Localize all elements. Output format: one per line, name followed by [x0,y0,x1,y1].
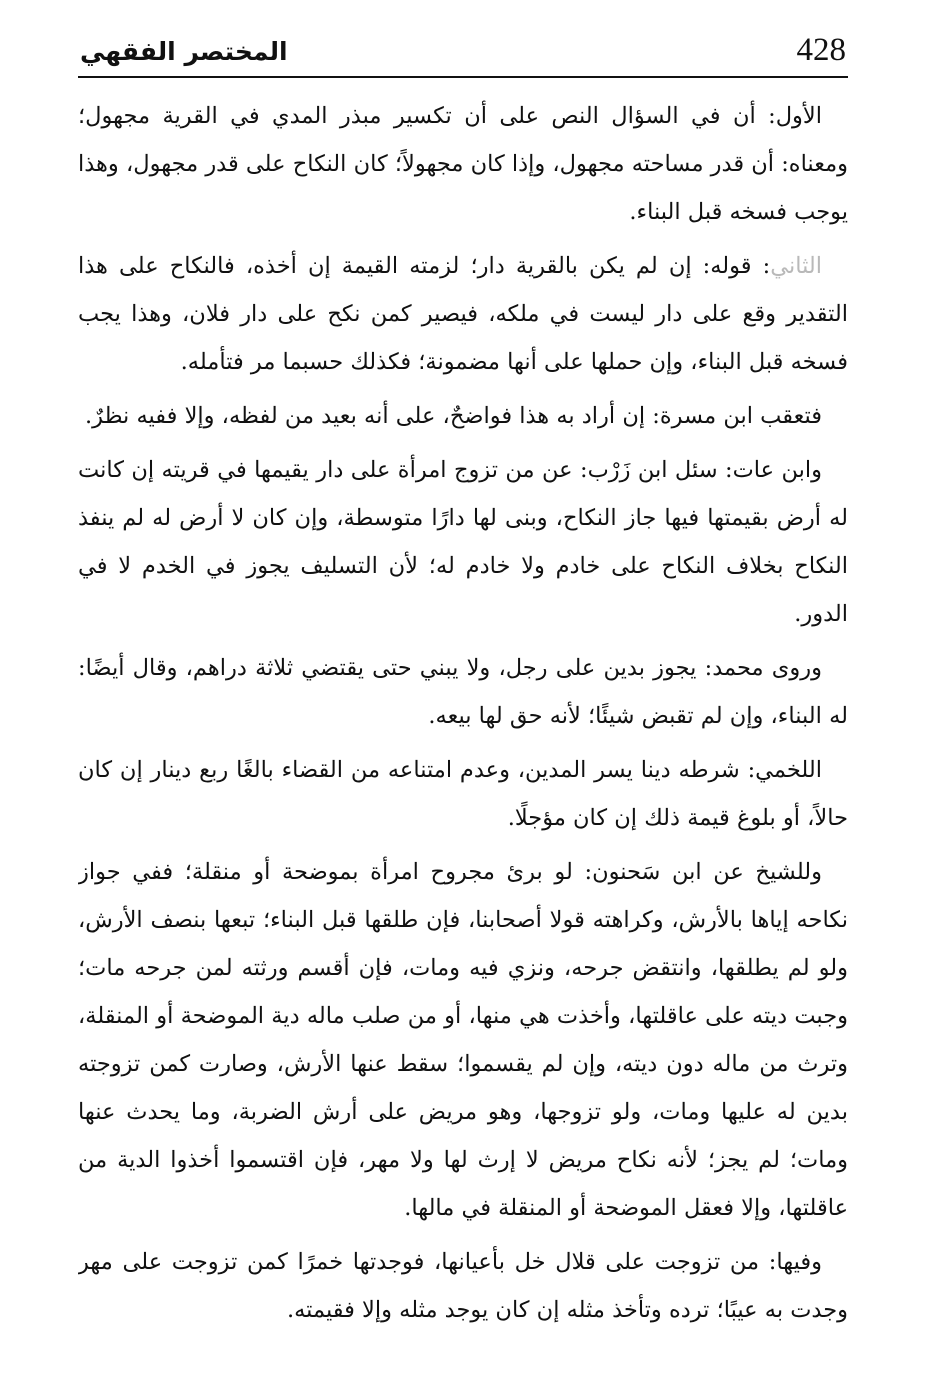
paragraph-text: اللخمي: شرطه دينا يسر المدين، وعدم امتناعه من القضاء بالغًا ربع دينار إن كان حالاً، أو بلوغ قيمة ذلك إن كان مؤجلًا. [78,757,848,831]
paragraph-text: وروى محمد: يجوز بدين على رجل، ولا يبني حتى يقتضي ثلاثة دراهم، وقال أيضًا: له البناء، وإن لم تقبض شيئًا؛ لأنه حق لها بيعه. [78,655,848,729]
paragraph-3 [78,392,848,440]
paragraph-8 [78,1238,848,1334]
paragraph-5 [78,644,848,740]
paragraph-6 [78,746,848,842]
paragraph-text: وابن عات: سئل ابن زَرْب: عن من تزوج امرأة على دار يقيمها في قريته إن كانت له أرض بقيمتها فيها جاز النكاح، وبنى لها دارًا متوسطة، وإن كان لا أرض له لم ينفذ النكاح بخلاف النكاح على خادم ولا خادم له؛ لأن التسليف يجوز في الخدم لا في الدور. [78,457,848,627]
book-page [78,28,848,1358]
paragraph-text: وفيها: من تزوجت على قلال خل بأعيانها، فوجدتها خمرًا كمن تزوجت على مهر وجدت به عيبًا؛ ترده وتأخذ مثله إن كان يوجد مثله وإلا فقيمته. [78,1249,848,1323]
paragraph-7 [78,848,848,1232]
paragraph-2 [78,242,848,386]
page-header [78,28,848,78]
paragraph-text: الأول: أن في السؤال النص على أن تكسير مبذر المدي في القرية مجهول؛ ومعناه: أن قدر مساحته مجهول، وإذا كان مجهولاً؛ كان النكاح على قدر مجهول، وهذا يوجب فسخه قبل البناء. [78,103,848,225]
running-title: المختصر الفقهي [80,37,288,66]
paragraph-lead: الثاني [770,253,822,279]
paragraph-text: : قوله: إن لم يكن بالقرية دار؛ لزمته القيمة إن أخذه، فالنكاح على هذا التقدير وقع على دار ليست في ملكه، فيصير كمن نكح على دار فلان، وهذا يجب فسخه قبل البناء، وإن حملها على أنها مضمونة؛ فكذلك حسبما مر فتأمله. [78,253,848,375]
paragraph-1 [78,92,848,236]
paragraph-4 [78,446,848,638]
paragraph-text: فتعقب ابن مسرة: إن أراد به هذا فواضحٌ، على أنه بعيد من لفظه، وإلا ففيه نظرٌ. [85,403,822,429]
page-number: 428 [796,32,846,68]
paragraph-text: وللشيخ عن ابن سَحنون: لو برئ مجروح امرأة بموضحة أو منقلة؛ ففي جواز نكاحه إياها بالأرش، وكراهته قولا أصحابنا، فإن طلقها قبل البناء؛ تبعها بنصف الأرش، ولو لم يطلقها، وانتقض جرحه، ونزي فيه ومات، فإن أقسم ورثته لمن جرحه مات؛ وجبت ديته على عاقلتها، وأخذت هي منها، أو من صلب ماله دية الموضحة أو المنقلة، وترث من ماله دون ديته، وإن لم يقسموا؛ سقط عنها الأرش، وصارت كمن تزوجته بدين له عليها ومات، ولو تزوجها، وهو مريض على أرش الضربة، وما يحدث عنها ومات؛ لم يجز؛ لأنه نكاح مريض لا إرث لها ولا مهر، فإن اقتسموا أخذوا الدية من عاقلتها، وإلا فعقل الموضحة أو المنقلة في مالها. [78,859,848,1221]
page-body [78,92,848,1334]
